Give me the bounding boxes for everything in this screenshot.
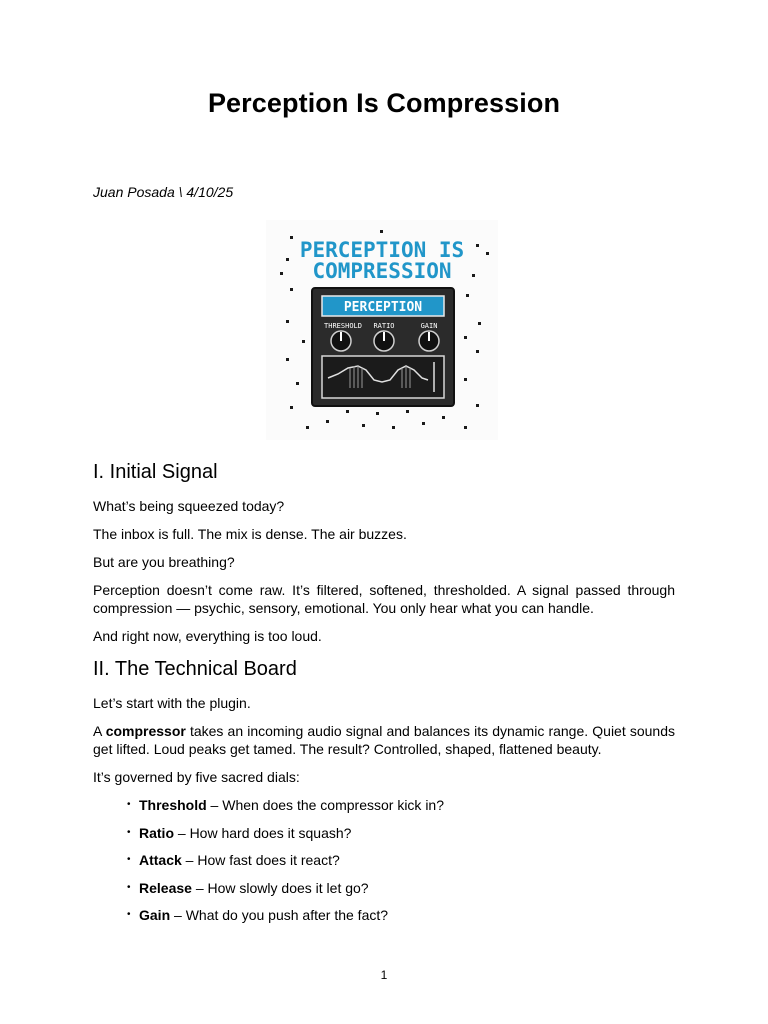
dial-desc: – How fast does it react?	[181, 852, 340, 868]
paragraph: It’s governed by five sacred dials:	[93, 769, 300, 785]
bullet-icon: •	[127, 826, 131, 838]
compressor-illustration	[266, 220, 498, 440]
list-item	[127, 906, 675, 924]
knob-label-gain: GAIN	[420, 322, 438, 330]
dial-name: Threshold	[139, 797, 207, 813]
list-item	[127, 796, 675, 814]
knob-icon	[331, 331, 439, 351]
paragraph: But are you breathing?	[93, 554, 235, 570]
dial-name: Ratio	[139, 824, 174, 841]
list-item	[127, 851, 675, 869]
paragraph: Let’s start with the plugin.	[93, 695, 251, 711]
list-item	[127, 824, 675, 842]
panel-title: PERCEPTION	[343, 300, 423, 315]
dial-name: Gain	[139, 907, 171, 923]
paragraph: The inbox is full. The mix is dense. The air buzzes.	[93, 526, 407, 542]
page-title: Perception Is Compression	[207, 88, 561, 118]
dials-list	[93, 796, 675, 924]
dial-desc: – How hard does it squash?	[174, 824, 352, 841]
dial-name: Release	[139, 879, 192, 896]
dial-name: Attack	[139, 852, 182, 868]
paragraph: And right now, everything is too loud.	[93, 628, 322, 644]
document-body	[93, 458, 675, 934]
paragraph: Perception doesn’t come raw. It’s filtered, softened, thresholded. A signal passed through compression — psychic, sensory, emotional. You only hear what you can handle.	[93, 582, 675, 616]
cover-illustration	[266, 220, 498, 440]
dial-desc: – When does the compressor kick in?	[206, 797, 445, 813]
text-run: A	[93, 723, 106, 739]
waveform-display	[322, 356, 444, 398]
text-run: takes an incoming audio signal and balances its dynamic range. Quiet sounds get lifted. Loud peaks get tamed. The result? Controlled, shaped, flattened beauty.	[93, 723, 675, 757]
illustration-heading-line1: PERCEPTION IS	[299, 238, 465, 262]
knob-label-ratio: RATIO	[373, 322, 395, 330]
section-heading-initial-signal: I. Initial Signal	[93, 461, 218, 483]
illustration-heading-line2: COMPRESSION	[312, 259, 452, 283]
bullet-icon: •	[127, 881, 131, 893]
page-number: 1	[380, 968, 388, 982]
bullet-icon: •	[127, 854, 131, 865]
dial-desc: – What do you push after the fact?	[170, 907, 389, 923]
bold-term: compressor	[105, 723, 186, 739]
bullet-icon: •	[127, 909, 131, 920]
dial-desc: – How slowly does it let go?	[191, 879, 369, 896]
bullet-icon: •	[127, 799, 131, 810]
compressor-paragraph	[93, 722, 675, 758]
paragraph: What’s being squeezed today?	[93, 498, 285, 514]
knob-label-threshold: THRESHOLD	[324, 322, 362, 330]
section-heading-technical-board: II. The Technical Board	[93, 658, 297, 680]
list-item	[127, 879, 675, 897]
byline: Juan Posada \ 4/10/25	[93, 184, 234, 200]
